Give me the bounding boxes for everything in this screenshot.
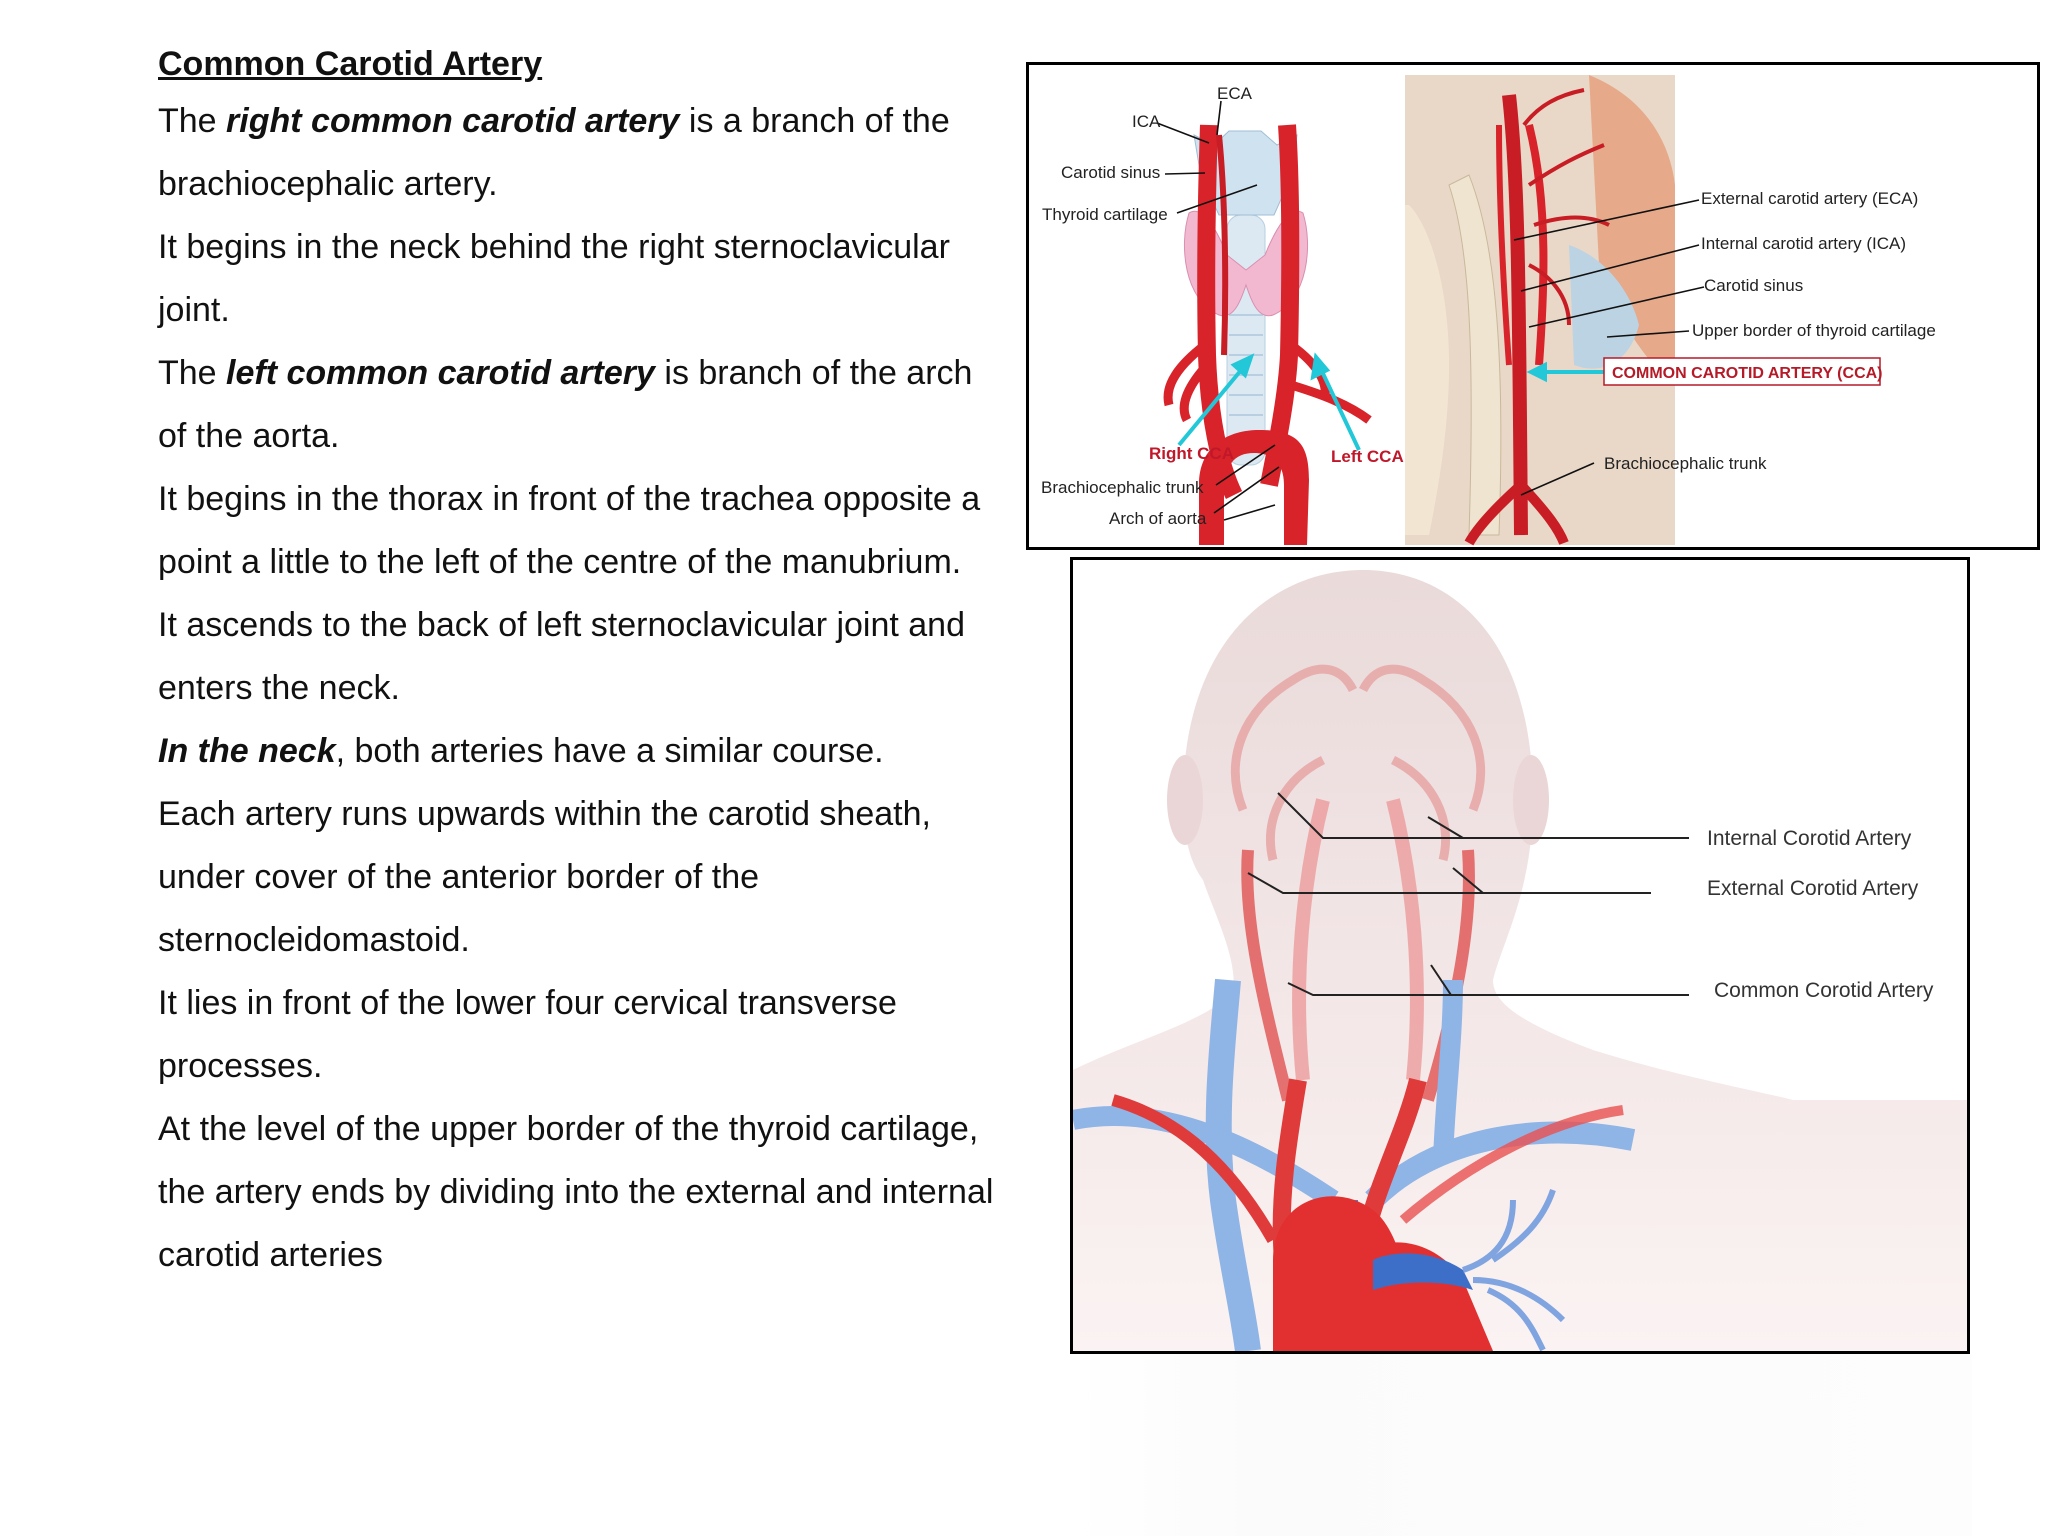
right-ear xyxy=(1513,755,1549,845)
left-ear xyxy=(1167,755,1203,845)
label-carotid-sinus: Carotid sinus xyxy=(1061,163,1161,182)
paragraph: It lies in front of the lower four cervical transverse processes. xyxy=(158,984,897,1085)
carotid-anatomy-figure xyxy=(1026,62,2040,550)
label-upper-border-thyroid: Upper border of thyroid cartilage xyxy=(1692,321,1936,340)
anterior-neck-diagram xyxy=(1041,84,1404,545)
label-ica: ICA xyxy=(1132,112,1161,131)
label-thyroid-cartilage: Thyroid cartilage xyxy=(1042,205,1168,224)
page-title: Common Carotid Artery xyxy=(158,45,543,83)
paragraph: Each artery runs upwards within the carotid sheath, under cover of the anterior border of the sternocleidomastoid. xyxy=(158,795,931,959)
label-right-cca: Right CCA xyxy=(1149,444,1234,463)
paragraph: It begins in the thorax in front of the trachea opposite a point a little to the left of the centre of the manubrium. xyxy=(158,480,981,581)
paragraph: At the level of the upper border of the thyroid cartilage, the artery ends by dividing into the external and internal carotid arteries xyxy=(158,1110,994,1274)
head-neck-figure xyxy=(1070,557,1970,1354)
paragraph: It begins in the neck behind the right sternoclavicular joint. xyxy=(158,228,950,329)
label-arch-of-aorta: Arch of aorta xyxy=(1109,509,1207,528)
paragraph: The right common carotid artery is a branch of the brachiocephalic artery. xyxy=(158,102,950,203)
label-internal-carotid: Internal carotid artery (ICA) xyxy=(1701,234,1907,253)
label-brachiocephalic-trunk-right: Brachiocephalic trunk xyxy=(1604,454,1767,473)
body-silhouette xyxy=(1073,570,1967,1351)
label-internal-corotid: Internal Corotid Artery xyxy=(1707,827,1912,850)
paragraph: It ascends to the back of left sternoclavicular joint and enters the neck. xyxy=(158,606,966,707)
carotid-anatomy-illustration xyxy=(1029,65,2037,547)
label-external-corotid: External Corotid Artery xyxy=(1707,877,1919,900)
label-brachiocephalic-trunk: Brachiocephalic trunk xyxy=(1041,478,1204,497)
lateral-dissection-diagram xyxy=(1405,75,1936,545)
label-eca: ECA xyxy=(1217,84,1252,103)
figure-bottom-shade xyxy=(1072,1354,1972,1536)
label-carotid-sinus-right: Carotid sinus xyxy=(1704,276,1804,295)
label-external-carotid: External carotid artery (ECA) xyxy=(1701,189,1919,208)
label-common-corotid: Common Corotid Artery xyxy=(1714,979,1934,1002)
head-neck-illustration xyxy=(1073,560,1967,1351)
paragraph: In the neck, both arteries have a similar course. xyxy=(158,732,884,770)
label-common-carotid-artery: COMMON CAROTID ARTERY (CCA) xyxy=(1612,365,1883,382)
text-column xyxy=(158,38,1008,1287)
paragraph-list xyxy=(158,90,1008,1287)
paragraph: The left common carotid artery is branch of the arch of the aorta. xyxy=(158,354,973,455)
label-left-cca: Left CCA xyxy=(1331,447,1404,466)
